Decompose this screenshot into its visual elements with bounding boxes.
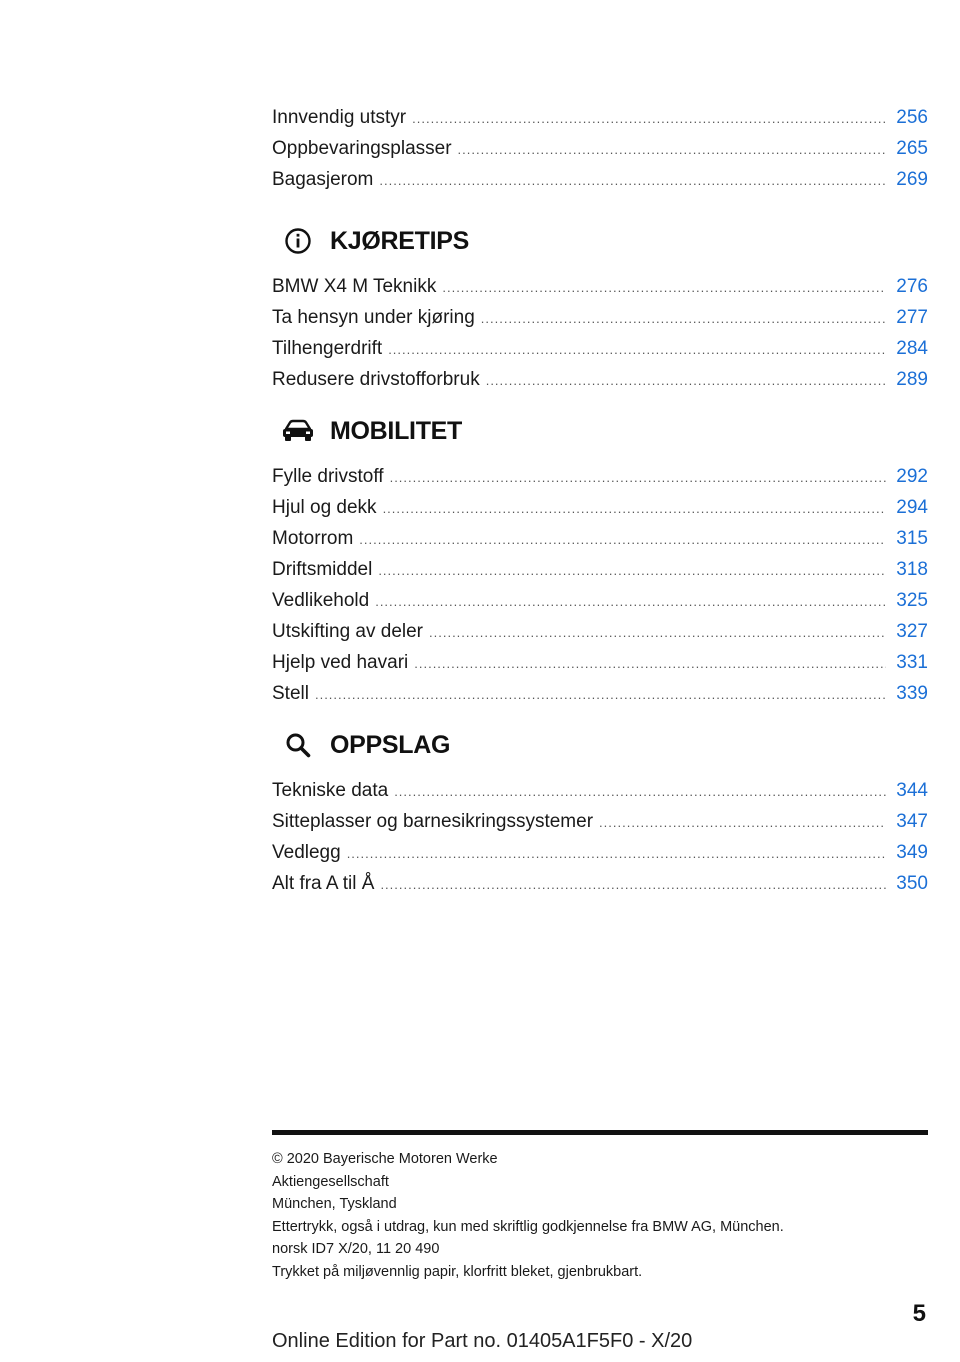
toc-entry[interactable] (272, 492, 928, 523)
imprint-line: Aktiengesellschaft (272, 1173, 389, 1190)
toc-entry-page[interactable]: 325 (896, 590, 928, 611)
dot-leader (458, 134, 886, 164)
toc-entry-title: Alt fra A til Å (272, 873, 375, 894)
dot-leader (378, 555, 886, 585)
online-edition-note: Online Edition for Part no. 01405A1F5F0 - X/20 (272, 1330, 693, 1352)
toc-entry-title: Ta hensyn under kjøring (272, 307, 475, 328)
dot-leader (429, 617, 886, 647)
toc-entry-page[interactable]: 276 (896, 276, 928, 297)
toc-entry-page[interactable]: 277 (896, 307, 928, 328)
imprint-line: München, Tyskland (272, 1196, 397, 1212)
dot-leader (599, 807, 886, 837)
dot-leader (383, 493, 886, 523)
toc-entry-page[interactable]: 347 (896, 811, 928, 832)
toc-entry-page[interactable]: 331 (896, 652, 928, 673)
section-heading-label: MOBILITET (330, 416, 463, 445)
dot-leader (412, 103, 886, 133)
toc-entry[interactable] (272, 775, 928, 806)
toc-entry-page[interactable]: 256 (896, 107, 928, 128)
toc-entry[interactable] (272, 102, 928, 133)
toc-entry[interactable] (272, 806, 928, 837)
toc-entry[interactable] (272, 585, 928, 616)
info-icon (276, 225, 320, 257)
toc-entry-title: Stell (272, 683, 309, 704)
imprint-line: © 2020 Bayerische Motoren Werke (272, 1151, 498, 1167)
toc-group-continuation (272, 102, 928, 195)
toc-entry[interactable] (272, 868, 928, 899)
toc-entry-title: Fylle drivstoff (272, 466, 384, 487)
dot-leader (481, 303, 886, 333)
toc-entry-title: BMW X4 M Teknikk (272, 276, 437, 297)
toc-entry-page[interactable]: 344 (896, 780, 928, 801)
footer-divider (272, 1130, 928, 1135)
toc-entry-page[interactable]: 339 (896, 683, 928, 704)
toc-entry[interactable] (272, 647, 928, 678)
toc-entry-title: Tilhengerdrift (272, 338, 383, 359)
toc-entry-page[interactable]: 292 (896, 466, 928, 487)
section-heading (272, 211, 928, 271)
dot-leader (414, 648, 886, 678)
toc-entry[interactable] (272, 364, 928, 395)
imprint-line: Trykket på miljøvennlig papir, klorfritt bleket, gjenbrukbart. (272, 1263, 643, 1280)
toc-entry-title: Redusere drivstofforbruk (272, 369, 480, 390)
toc-entry-title: Motorrom (272, 528, 354, 549)
toc-entry-title: Sitteplasser og barnesikringssystemer (272, 811, 594, 832)
toc-entry-title: Hjelp ved havari (272, 652, 409, 673)
toc-entry-title: Vedlikehold (272, 590, 370, 611)
dot-leader (315, 679, 886, 709)
toc-entry-page[interactable]: 349 (896, 842, 928, 863)
toc-entry-page[interactable]: 315 (896, 528, 928, 549)
toc-entry[interactable] (272, 164, 928, 195)
toc-entry-title: Oppbevaringsplasser (272, 138, 452, 159)
toc-entry-title: Tekniske data (272, 780, 389, 801)
toc-entry-page[interactable]: 318 (896, 559, 928, 580)
dot-leader (388, 334, 886, 364)
toc-entry-page[interactable]: 284 (896, 338, 928, 359)
toc-section-mobilitet (272, 401, 928, 709)
toc-entry-title: Innvendig utstyr (272, 107, 407, 128)
toc-entry[interactable] (272, 271, 928, 302)
toc-entry[interactable] (272, 678, 928, 709)
toc-entry[interactable] (272, 554, 928, 585)
imprint-line: Ettertrykk, også i utdrag, kun med skriftlig godkjennelse fra BMW AG, München. (272, 1218, 784, 1235)
toc-section-kjoretips (272, 211, 928, 395)
toc-entry-title: Utskifting av deler (272, 621, 424, 642)
section-heading-label: OPPSLAG (330, 730, 451, 759)
dot-leader (375, 586, 886, 616)
toc-entry-page[interactable]: 350 (896, 873, 928, 894)
dot-leader (486, 365, 886, 395)
toc-entry[interactable] (272, 461, 928, 492)
toc-entry-page[interactable]: 269 (896, 169, 928, 190)
toc-entry-title: Driftsmiddel (272, 559, 373, 580)
toc-entry-page[interactable]: 294 (896, 497, 928, 518)
section-heading (272, 715, 928, 775)
page-number: 5 (912, 1300, 926, 1327)
dot-leader (347, 838, 886, 868)
toc-entry[interactable] (272, 523, 928, 554)
dot-leader (359, 524, 886, 554)
dot-leader (379, 165, 886, 195)
toc-section-oppslag (272, 715, 928, 899)
section-heading (272, 401, 928, 461)
toc-entry-title: Vedlegg (272, 842, 341, 863)
section-heading-label: KJØRETIPS (330, 226, 469, 255)
search-icon (276, 729, 320, 761)
toc-entry[interactable] (272, 133, 928, 164)
toc-entry-page[interactable]: 327 (896, 621, 928, 642)
imprint-footer (272, 1148, 928, 1283)
dot-leader (442, 272, 886, 302)
toc-entry-title: Bagasjerom (272, 169, 374, 190)
toc-entry[interactable] (272, 837, 928, 868)
toc-entry-page[interactable]: 289 (896, 369, 928, 390)
dot-leader (380, 869, 886, 899)
toc-entry-page[interactable]: 265 (896, 138, 928, 159)
toc-entry[interactable] (272, 302, 928, 333)
dot-leader (390, 462, 886, 492)
toc-entry[interactable] (272, 616, 928, 647)
toc-entry[interactable] (272, 333, 928, 364)
car-icon (276, 415, 320, 447)
dot-leader (394, 776, 886, 806)
imprint-line: norsk ID7 X/20, 11 20 490 (272, 1241, 440, 1257)
toc-entry-title: Hjul og dekk (272, 497, 377, 518)
